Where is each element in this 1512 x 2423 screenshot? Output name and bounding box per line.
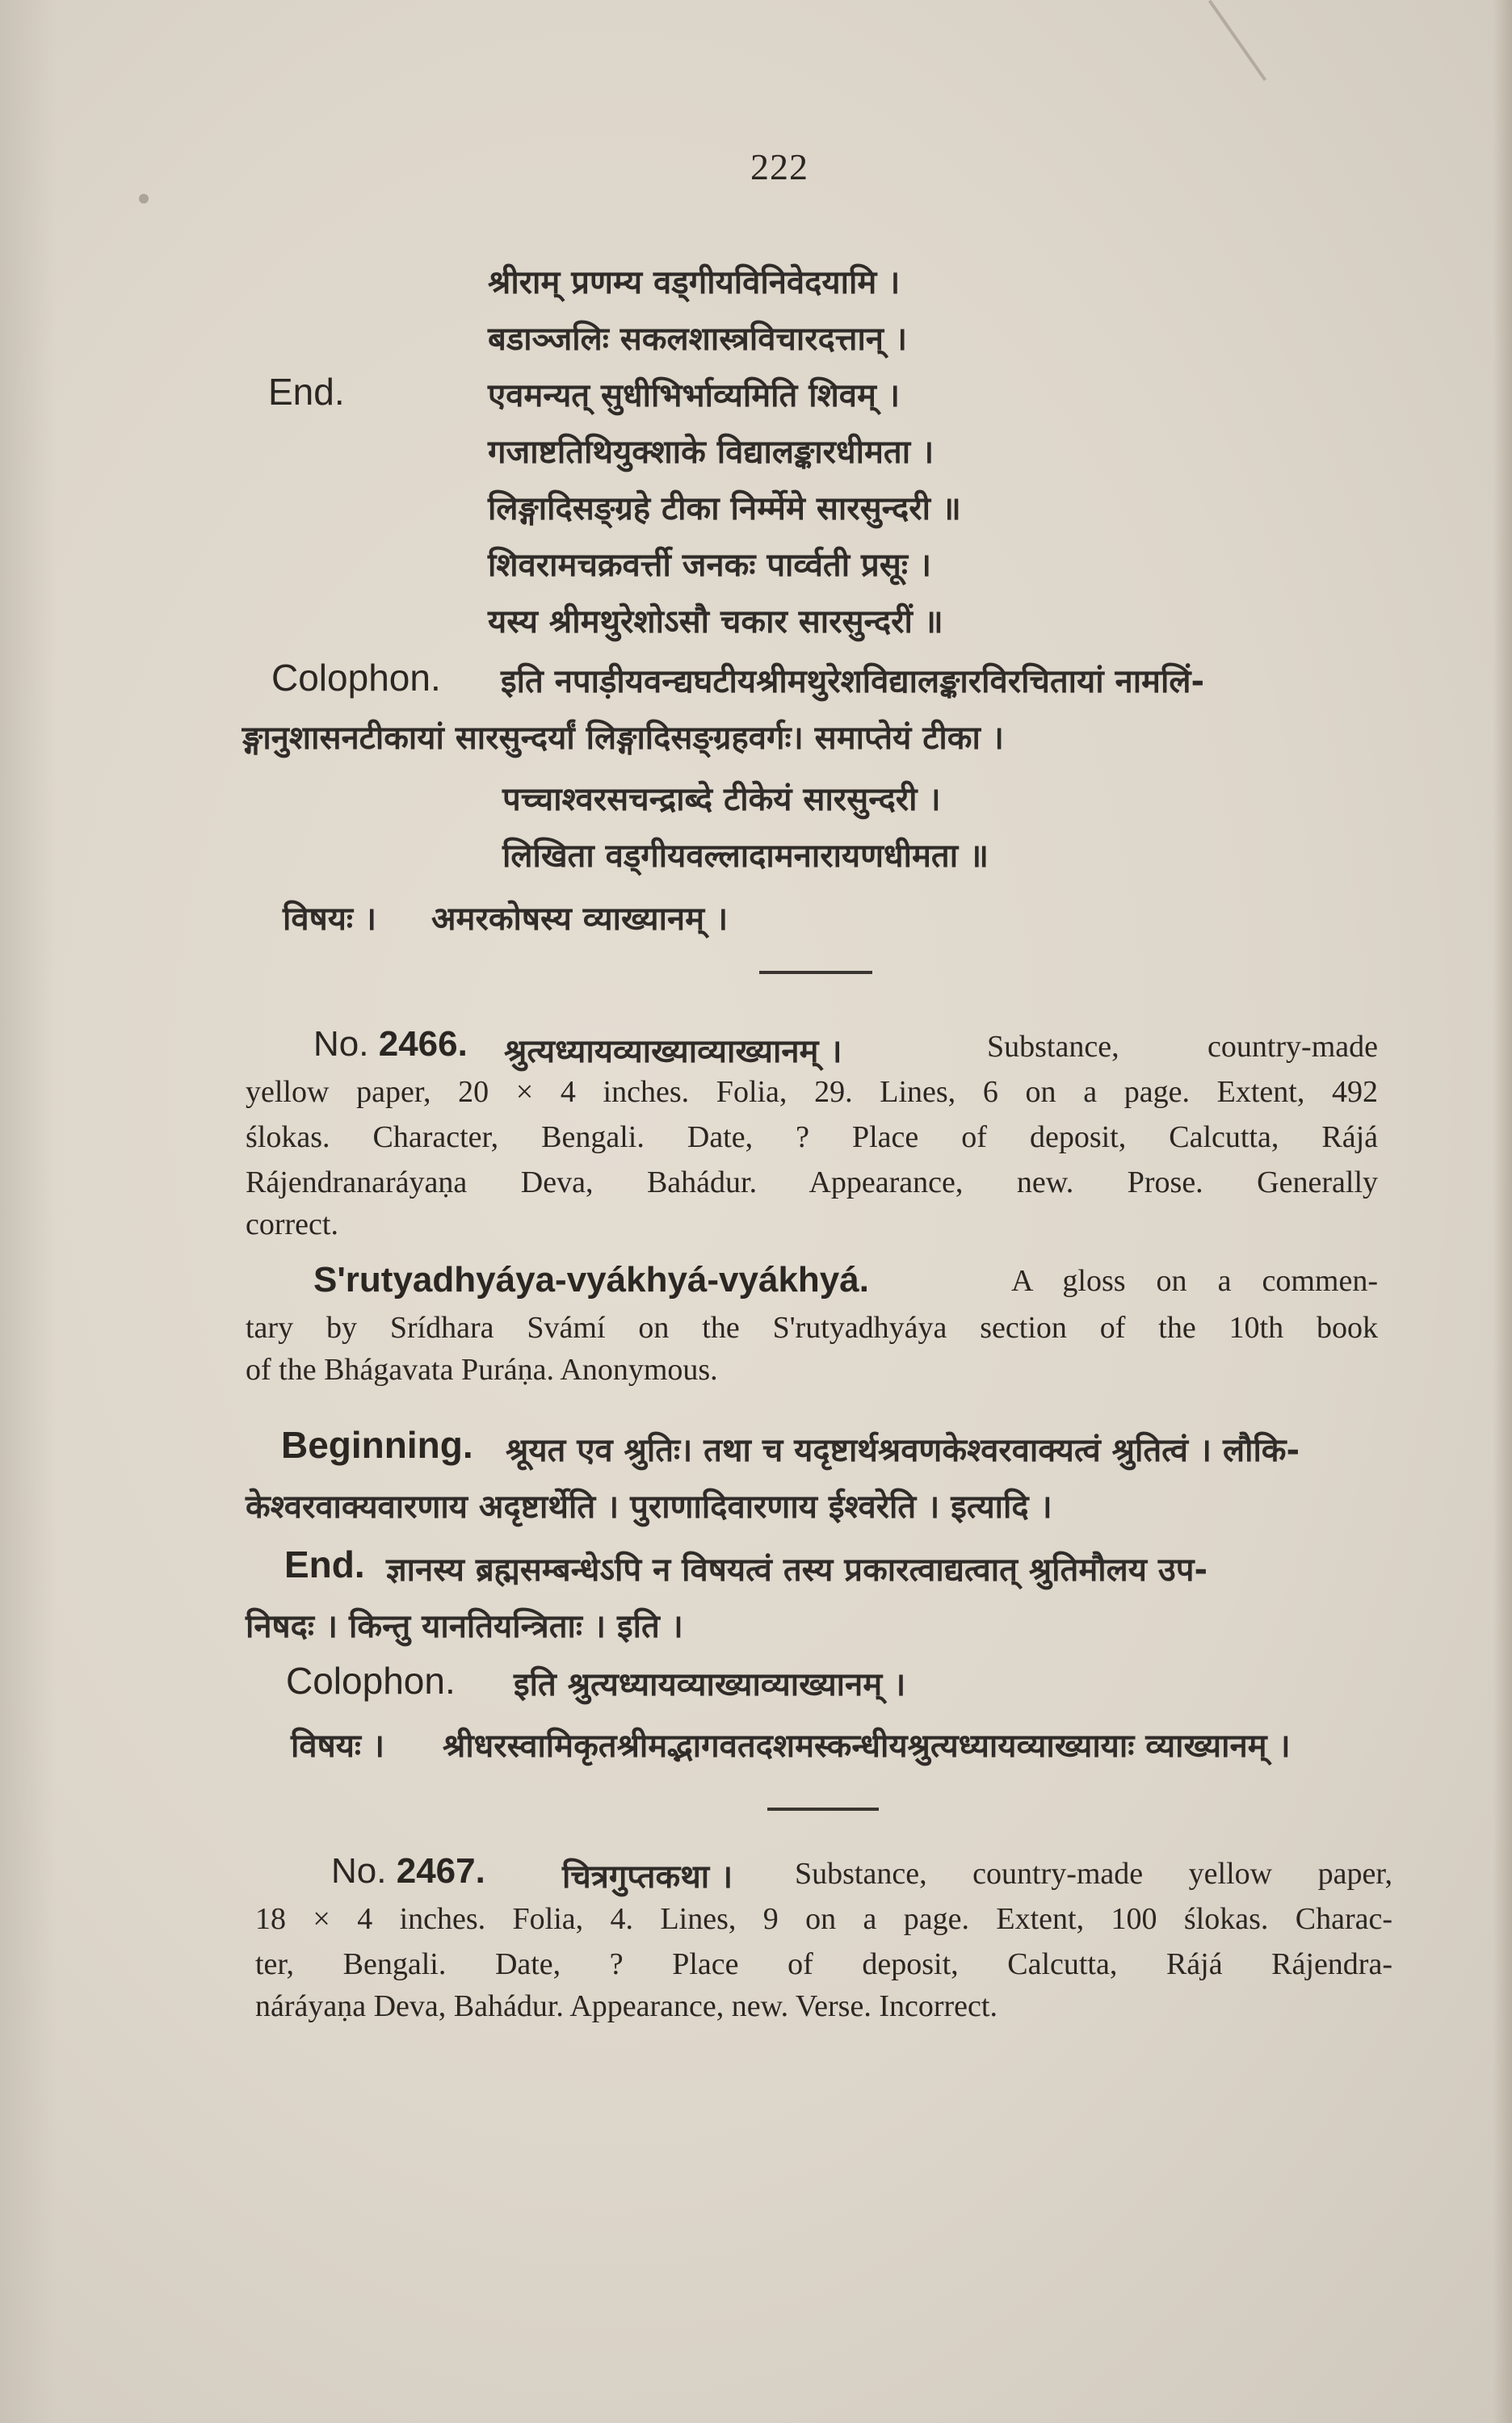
paper-speck [139,194,149,204]
verse-line: बडाञ्जलिः सकलशास्त्रविचारदत्तान् । [488,321,908,358]
entry-2467-desc-line: Substance, country-made yellow paper, [795,1857,1392,1891]
verse-line: यस्य श्रीमथुरेशोऽसौ चकार सारसुन्दरीं ॥ [488,603,943,640]
page-shadow-left [0,0,57,2423]
colophon-label: Colophon. [271,657,441,699]
entry-2466-title-sanskrit: श्रुत्यध्यायव्याख्याव्याख्यानम् । [504,1033,842,1070]
entry-2466-end-label: End. [284,1543,365,1585]
entry-2466-end-line: ज्ञानस्य ब्रह्मसम्बन्धेऽपि न विषयत्वं तस्य प्रकारत्वाद्यत्वात् श्रुतिमौलय उप- [386,1552,1208,1589]
beginning-label: Beginning. [281,1424,473,1466]
verse-line: एवमन्यत् सुधीभिर्भाव्यमिति शिवम् । [488,377,901,414]
verse-line: लिङ्गादिसङ्ग्रहे टीका निर्म्मेमे सारसुन्दरी ॥ [488,490,961,527]
entry-2466-gloss-line: of the Bhágavata Puráṇa. Anonymous. [246,1353,718,1387]
entry-2466-gloss-line: tary by Srídhara Svámí on the S'rutyadhyáya section of the 10th book [246,1311,1378,1345]
section-divider [759,971,872,974]
paper-scratch [1208,0,1266,81]
beginning-line: केश्वरवाक्यवारणाय अदृष्टार्थेति । पुराणादिवारणाय ईश्वरेति । इत्यादि । [246,1489,1052,1526]
end-label: End. [268,371,345,413]
entry-2466-desc-line: correct. [246,1207,338,1241]
entry-2467-number [331,1851,485,1892]
entry-2466-desc-line: ślokas. Character, Bengali. Date, ? Place of deposit, Calcutta, Rájá [246,1120,1378,1154]
entry-2466-number [313,1024,468,1065]
entry-no-value: 2466. [378,1024,468,1064]
colophon-line: ङ्गानुशासनटीकायां सारसुन्दर्यां लिङ्गादिसङ्ग्रहवर्गः। समाप्तेयं टीका । [242,720,1004,757]
entry-2467-desc-line: ter, Bengali. Date, ? Place of deposit, Calcutta, Rájá Rájendra- [255,1947,1392,1981]
entry-2466-subject-text: श्रीधरस्वामिकृतश्रीमद्भागवतदशमस्कन्धीयश्रुत्यध्यायव्याख्यायाः व्याख्यानम् । [443,1728,1291,1765]
verse-line: शिवरामचक्रवर्त्ती जनकः पार्व्वती प्रसूः । [488,547,931,584]
colophon-line: लिखिता वड्गीयवल्लादामनारायणधीमता ॥ [502,838,989,875]
page-number: 222 [750,146,808,187]
entry-2466-gloss-line: A gloss on a commen- [1011,1264,1378,1298]
entry-no-label: No. [313,1024,369,1064]
entry-2467-desc-line: náráyaṇa Deva, Bahádur. Appearance, new. Verse. Incorrect. [255,1989,998,2023]
entry-2466-end-line: निषदः । किन्तु यानतियन्त्रिताः । इति । [246,1608,683,1645]
entry-2466-desc-line: Rájendranaráyaṇa Deva, Bahádur. Appearance, new. Prose. Generally [246,1165,1378,1199]
verse-line: श्रीराम् प्रणम्य वड्गीयविनिवेदयामि । [488,264,901,301]
section-divider [767,1808,879,1811]
entry-no-label: No. [331,1851,387,1891]
entry-2466-subject-label: विषयः । [291,1728,385,1765]
entry-2466-title-roman: S'rutyadhyáya-vyákhyá-vyákhyá. [313,1260,869,1300]
beginning-line: श्रूयत एव श्रुतिः। तथा च यदृष्टार्थश्रवणकेश्वरवाक्यत्वं श्रुतित्वं । लौकि- [506,1432,1300,1469]
entry-2466-colophon-text: इति श्रुत्यध्यायव्याख्याव्याख्यानम् । [514,1666,906,1703]
colophon-line: इति नपाड़ीयवन्द्यघटीयश्रीमथुरेशविद्यालङ्कारविरचितायां नामलिं- [501,663,1205,700]
entry-2466-desc-line: yellow paper, 20 × 4 inches. Folia, 29. Lines, 6 on a page. Extent, 492 [246,1075,1378,1109]
verse-line: गजाष्टतिथियुक्शाके विद्यालङ्कारधीमता । [488,434,934,471]
entry-2466-desc-line: Substance, country-made [987,1030,1378,1064]
colophon-line: पच्चाश्वरसचन्द्राब्दे टीकेयं सारसुन्दरी । [502,781,941,818]
entry-2467-title-sanskrit: चित्रगुप्तकथा । [562,1858,733,1896]
subject-text: अमरकोषस्य व्याख्यानम् । [431,901,729,938]
subject-label: विषयः । [283,901,377,938]
entry-no-value: 2467. [396,1851,485,1891]
page-shadow-right [1493,0,1512,2423]
entry-2466-colophon-label: Colophon. [286,1660,456,1702]
entry-2467-desc-line: 18 × 4 inches. Folia, 4. Lines, 9 on a page. Extent, 100 ślokas. Charac- [255,1902,1392,1936]
